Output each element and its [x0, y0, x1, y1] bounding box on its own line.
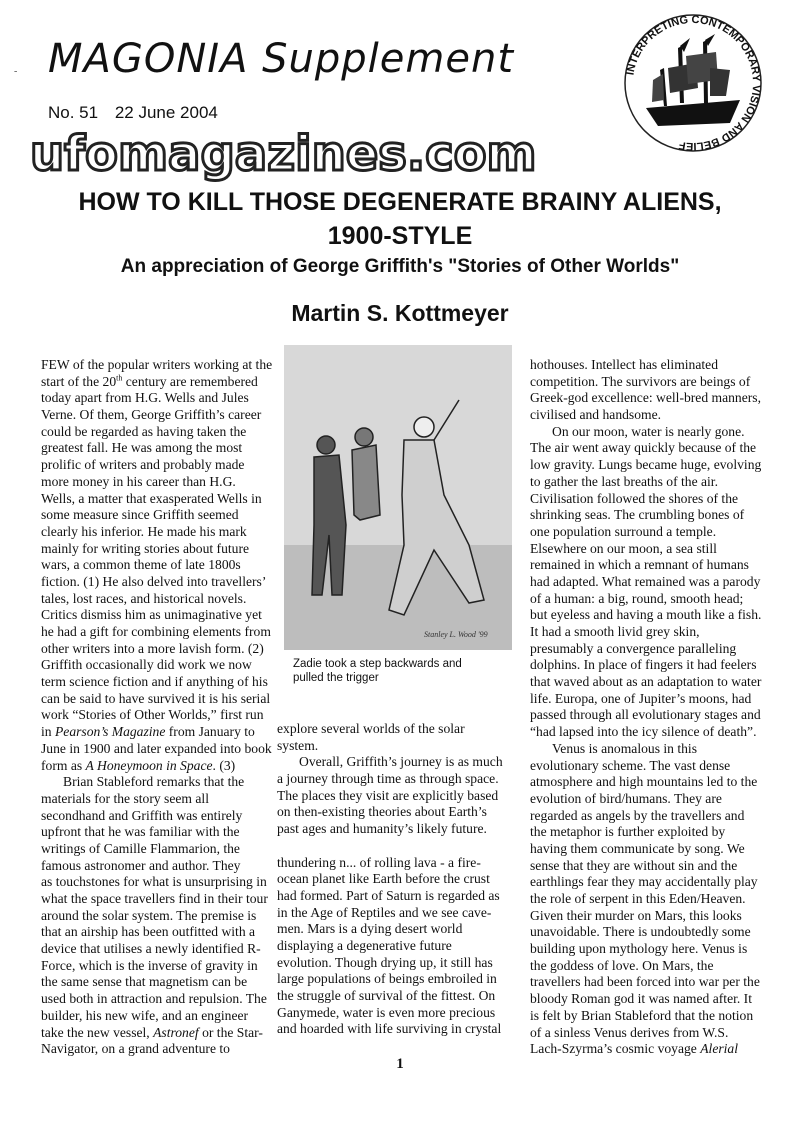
caption-line: pulled the trigger [293, 672, 379, 684]
text-line: that waved about as an adaptation to water [530, 674, 762, 690]
text-line [41, 774, 272, 791]
caption-line: Zadie took a step backwards and [293, 658, 462, 670]
text-line: is felt by Brian Stableford that the notion [530, 1007, 754, 1023]
issue-number: No. 51 [48, 103, 99, 122]
text-line: having them communicate by song. We [530, 840, 745, 856]
text-line: secondhand and Griffith was entirely [41, 807, 243, 823]
text-line: earthlings fear they may accidentally play [530, 874, 758, 890]
text-line: low gravity. Lungs became huge, evolving [530, 457, 762, 473]
article-title-line1: HOW TO KILL THOSE DEGENERATE BRAINY ALIENS, [78, 188, 722, 216]
text-line: term science fiction and if anything of his [41, 674, 268, 690]
text-line: regarded as angels by the travellers and [530, 807, 745, 823]
text-line: evolution of bird/humans. They are [530, 790, 722, 806]
text-line: civilised and handsome. [530, 407, 661, 423]
text-line: work “Stories of Other Worlds,” first run [41, 707, 264, 723]
text-line: materials for the story seem all [41, 790, 209, 806]
text-line: evolution. Though drying up, it still has [277, 954, 493, 970]
text-run: start of the 20 [41, 373, 117, 389]
text-line: thundering n... of rolling lava - a fire- [277, 854, 481, 870]
text-line: of a sinless Venus derives from W.S. [530, 1024, 729, 1040]
text-line [277, 754, 503, 771]
story-illustration [284, 345, 512, 650]
text-line: the role of serpent in this Eden/Heaven. [530, 891, 746, 906]
text-line: could be regarded as having taken the [41, 423, 247, 439]
text-line: a journey through time as through space. [277, 771, 499, 787]
illustration-caption [293, 657, 462, 685]
text-run: On our moon, water is nearly gone. [552, 423, 745, 439]
text-line: Civilisation followed the shores of the [530, 490, 739, 506]
text-line: wars, a common theme of late 1800s [41, 557, 241, 573]
text-line: remained in which a remnant of humans [530, 557, 749, 573]
text-line: atmosphere and high mountains led to the [530, 774, 758, 790]
text-line: prolific of writers and probably made [41, 457, 245, 473]
text-line: The places they visit are explicitly based [277, 787, 499, 803]
scan-mark: - [14, 66, 18, 77]
text-line: the goddess of love. On Mars, the [530, 957, 714, 973]
text-line: and hoarded with life surviving in crystal [277, 1021, 502, 1037]
text-line: June in 1900 and later expanded into book [41, 740, 272, 756]
text-line [41, 724, 272, 741]
text-line: Verne. Of them, George Griffith’s career [41, 407, 262, 423]
text-line: competition. The survivors are beings of [530, 373, 751, 389]
text-column-2 [277, 721, 503, 1038]
text-line: more money in his career than H.G. [41, 473, 236, 489]
text-line: life. Europa, one of Jupiter’s moons, had [530, 690, 752, 706]
text-line [41, 758, 272, 775]
text-run: take the new vessel, [41, 1024, 154, 1040]
text-line: builder, his new wife, and an engineer [41, 1007, 249, 1023]
watermark: ufomagazines.com [30, 126, 537, 182]
text-line: large populations of beings embroiled in [277, 971, 497, 987]
page-number: 1 [396, 1056, 404, 1072]
italic-text: Pearson’s Magazine [54, 724, 166, 740]
text-line: writings of Camille Flammarion, the [41, 840, 240, 856]
text-line: the metaphor is further exploited by [530, 824, 726, 840]
text-line: men. Mars is a dying desert world [277, 921, 463, 937]
text-line: fiction. (1) He also delved into travellers’ [41, 573, 267, 589]
text-run: Overall, Griffith’s journey is as much [299, 754, 503, 770]
text-line: of a human: a big, round, smooth head; [530, 590, 744, 606]
text-line: can be said to have survived it is his serial [41, 690, 271, 706]
text-line: other writers into a more lavish form. (2) [41, 640, 264, 656]
text-line: presumably a convergence paralleling [530, 640, 737, 656]
text-line: as touchstones for what is unsurprising in [41, 874, 267, 890]
text-line [41, 374, 272, 391]
text-line: Navigator, on a grand adventure to [41, 1041, 230, 1057]
text-line: evolutionary scheme. The vast dense [530, 757, 731, 773]
text-line: to gather the last breaths of the air. [530, 473, 718, 489]
magonia-ship-logo [618, 8, 768, 158]
italic-text: Astronef [153, 1024, 199, 1040]
text-line: dolphins. In place of fingers it had feelers [530, 657, 757, 673]
text-line: Elsewhere on our moon, a sea still [530, 540, 717, 556]
text-line: displaying a degenerative future [277, 937, 452, 953]
text-line: sense that they are without sin and the [530, 857, 738, 873]
text-run: Brian Stableford remarks that the [63, 774, 245, 790]
text-column-3 [530, 357, 761, 1058]
text-line: in the Age of Reptiles and we see cave- [277, 904, 492, 920]
masthead-title: MAGONIA Supplement [48, 36, 515, 82]
text-line: mainly for writing stories about future [41, 540, 250, 556]
text-line [277, 838, 503, 855]
text-run: from January to [165, 724, 255, 740]
text-line: clearly his inferior. He made his mark [41, 523, 247, 539]
italic-text: Alerial [700, 1041, 739, 1057]
text-line: Force, which is the inverse of gravity in [41, 957, 258, 973]
text-line: Griffith occasionally did work we now [41, 657, 252, 673]
text-run: in [41, 724, 55, 740]
text-line: had formed. Part of Saturn is regarded as [277, 887, 500, 903]
text-line [530, 1041, 761, 1058]
superscript: th [116, 373, 123, 383]
italic-text: A Honeymoon in Space [85, 757, 213, 773]
text-line: explore several worlds of the solar [277, 721, 465, 736]
article-subtitle: An appreciation of George Griffith's "Stories of Other Worlds" [120, 256, 680, 277]
text-line: that an airship has been outfitted with a [41, 924, 256, 940]
text-line: had adapted. What remained was a parody [530, 573, 761, 589]
text-line: Ganymede, water is even more precious [277, 1004, 496, 1020]
text-line: what the space travellers find in their tour [41, 891, 268, 906]
text-line: travellers had been forced into war per the [530, 974, 760, 990]
text-run: . (3) [212, 757, 236, 773]
text-line: tales, lost races, and historical novels. [41, 590, 247, 606]
text-line: Given their murder on Mars, this looks [530, 907, 742, 923]
text-line: The air went away quickly because of the [530, 440, 757, 456]
issue-date: 22 June 2004 [114, 103, 218, 122]
text-line: building upon mythology here. Venus is [530, 941, 748, 957]
text-run: Lach-Szyrma’s cosmic voyage [530, 1041, 701, 1057]
text-line: famous astronomer and author. They [41, 857, 241, 873]
text-column-1 [41, 357, 272, 1058]
text-line: Greek-god excellence: well-bred manners, [530, 390, 761, 406]
text-line: upfront that he was familiar with the [41, 824, 240, 840]
text-line: used both in attraction and repulsion. The [41, 991, 267, 1007]
text-line: shrinking seas. The crumbling bones of [530, 507, 745, 523]
text-line: he had a gift for combining elements from [41, 624, 271, 639]
text-line: the struggle of survival of the fittest. On [277, 988, 496, 1003]
article-author: Martin S. Kottmeyer [291, 300, 509, 326]
text-line: the same sense that magnetism can be [41, 974, 248, 990]
text-run: Venus is anomalous in this [552, 740, 697, 756]
illustration-drawing [284, 345, 512, 650]
text-line: today apart from H.G. Wells and Jules [41, 390, 249, 406]
text-line: Critics dismiss him as unimaginative yet [41, 607, 262, 623]
illustration-signature: Stanley L. Wood '99 [424, 630, 488, 639]
text-line: “had lapsed into the icy silence of death”. [530, 724, 757, 740]
article-title-line2: 1900-STYLE [327, 222, 473, 250]
text-line: system. [277, 737, 319, 753]
text-line: on then-existing theories about Earth’s [277, 804, 487, 820]
text-line [530, 424, 761, 441]
text-line: hothouses. Intellect has eliminated [530, 357, 718, 372]
text-line: one population surround a temple. [530, 523, 717, 539]
text-line [530, 741, 761, 758]
text-line: device that utilises a newly identified R- [41, 941, 261, 957]
text-line: passed through all evolutionary stages and [530, 707, 761, 723]
text-line: bloody Roman god it was named after. It [530, 991, 752, 1007]
text-run: form as [41, 757, 86, 773]
text-line: past ages and humanity’s likely future. [277, 821, 487, 837]
text-line: It had a smooth livid grey skin, [530, 624, 700, 639]
issue-info [48, 103, 230, 123]
text-line: unavoidable. There is undoubtedly some [530, 924, 751, 940]
text-line: FEW of the popular writers working at the [41, 357, 273, 372]
text-line: some measure since Griffith seemed [41, 507, 239, 523]
text-line: but eyeless and having a mouth like a fish. [530, 607, 762, 623]
text-line: greatest fall. He was among the most [41, 440, 243, 456]
text-line [41, 1025, 272, 1042]
text-line: Wells, a matter that exasperated Wells in [41, 490, 262, 506]
logo-ring-text: INTERPRETING CONTEMPORARY VISION AND BELIEF [624, 13, 763, 153]
text-run: century are remembered [122, 373, 258, 389]
text-line: around the solar system. The premise is [41, 907, 257, 923]
text-run: or the Star- [198, 1024, 263, 1040]
text-line: ocean planet like Earth before the crust [277, 871, 490, 887]
